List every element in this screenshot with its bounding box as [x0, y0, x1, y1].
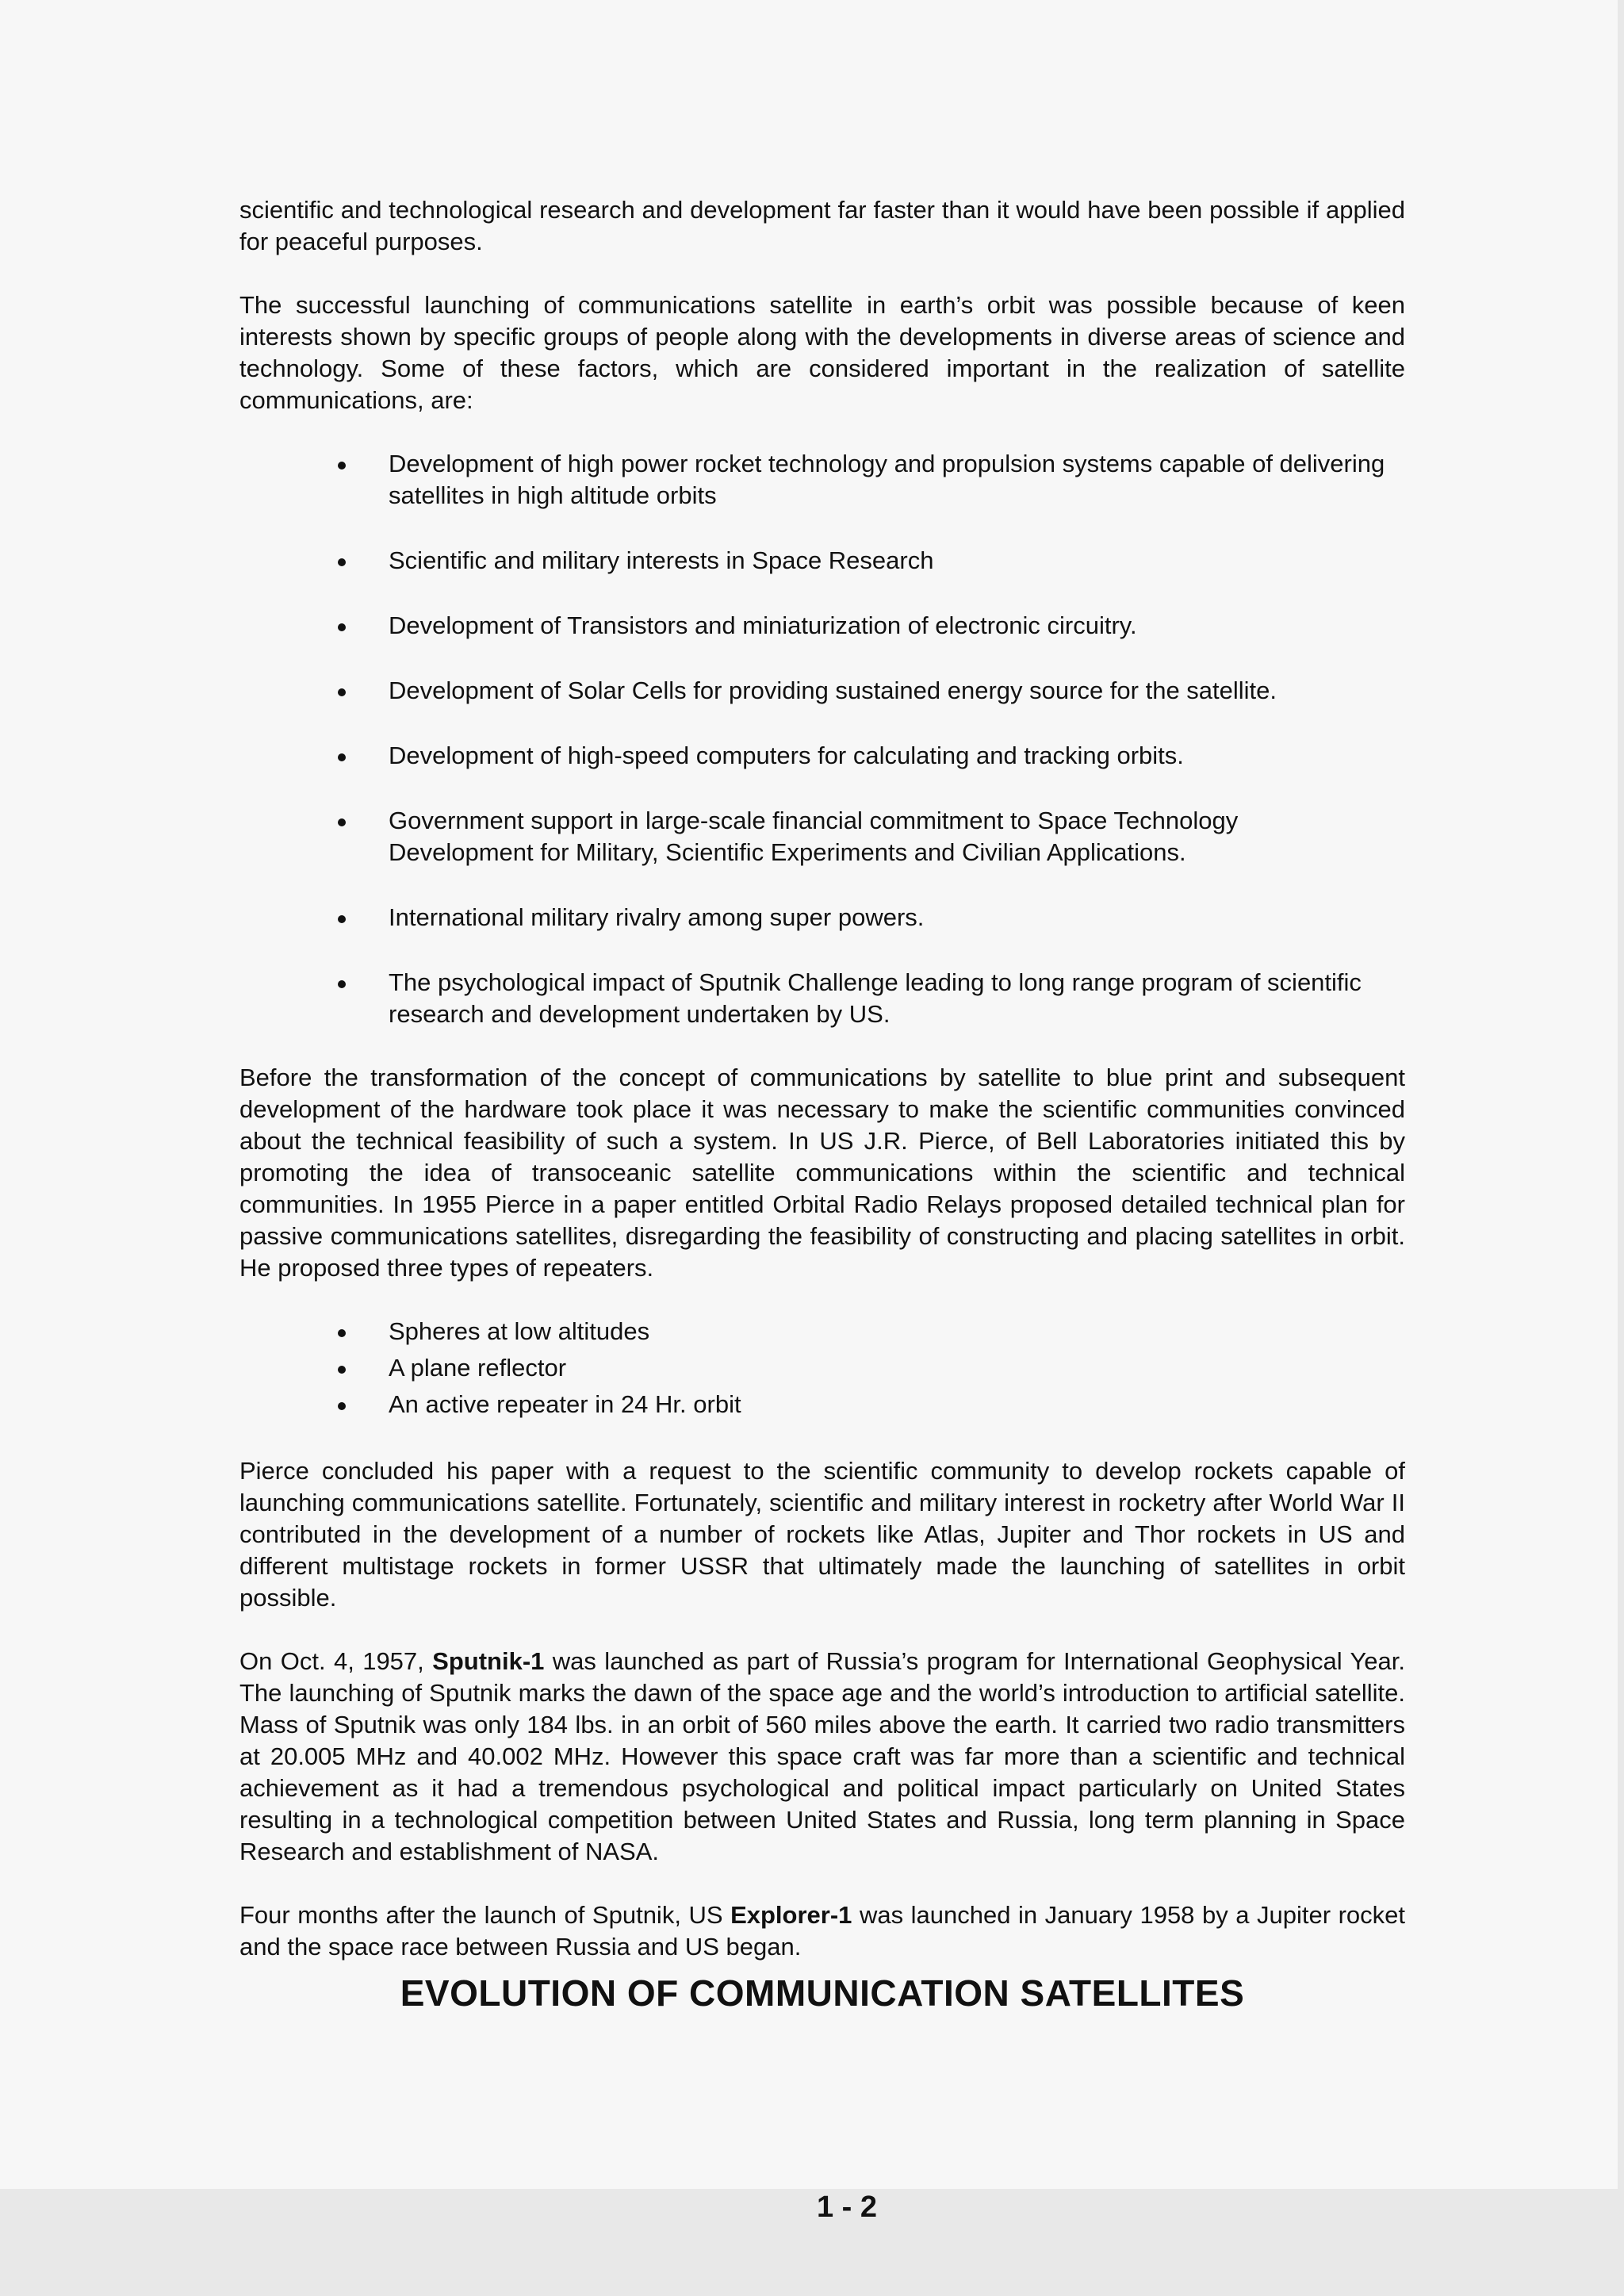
- bullet-icon: [338, 915, 346, 923]
- list-item-text: An active repeater in 24 Hr. orbit: [389, 1390, 741, 1418]
- paragraph-successful-launching: The successful launching of communications satellite in earth’s orbit was possible because of keen interests shown by specific groups of people along with the developments in diverse areas of science and technology. Some of these factors, which are considered important in the realization of satellite communications, are:: [239, 291, 1405, 414]
- bullet-icon: [338, 1329, 346, 1337]
- explorer-text-pre: Four months after the launch of Sputnik, US: [239, 1901, 731, 1929]
- list-item: [239, 740, 1405, 772]
- list-item: [239, 675, 1405, 707]
- page-content: [239, 194, 1405, 2015]
- bullet-icon: [338, 688, 346, 696]
- list-item: [239, 1389, 1405, 1420]
- bullet-icon: [338, 980, 346, 988]
- section-heading: EVOLUTION OF COMMUNICATION SATELLITES: [400, 1972, 1245, 2014]
- list-item-text: A plane reflector: [389, 1354, 567, 1382]
- list-item: [239, 448, 1405, 512]
- list-item-text: Development of high-speed computers for calculating and tracking orbits.: [389, 742, 1184, 769]
- list-item-text: Development of high power rocket technology and propulsion systems capable of delivering satellites in high altitude orbits: [389, 450, 1385, 509]
- sputnik-text-post: was launched as part of Russia’s program for International Geophysical Year. The launching of Sputnik marks the dawn of the space age and the world’s introduction to artificial satellite. Mass of Sputnik was only 184 lbs. in an orbit of 560 miles above the earth. It carried two radio transmitters at 20.005 MHz and 40.002 MHz. However this space craft was far more than a scientific and technical achievement as it had a tremendous psychological and political impact particularly on United States resulting in a technological competition between United States and Russia, long term planning in Space Research and establishment of NASA.: [239, 1647, 1405, 1865]
- list-item: [239, 1352, 1405, 1384]
- paragraph-sputnik: [239, 1646, 1405, 1868]
- bullet-icon: [338, 558, 346, 566]
- list-item: [239, 902, 1405, 933]
- list-item: [239, 967, 1405, 1030]
- paragraph-explorer: [239, 1899, 1405, 1963]
- paragraph-pierce-feasibility: Before the transformation of the concept of communications by satellite to blue print and subsequent development of the hardware took place it was necessary to make the scientific communities convinced about the technical feasibility of such a system. In US J.R. Pierce, of Bell Laboratories initiated this by promoting the idea of transoceanic satellite communications within the scientific and technical communities. In 1955 Pierce in a paper entitled Orbital Radio Relays proposed detailed technical plan for passive communications satellites, disregarding the feasibility of constructing and placing satellites in orbit. He proposed three types of repeaters.: [239, 1064, 1405, 1282]
- sputnik-name: Sputnik-1: [432, 1647, 545, 1675]
- factors-list: [239, 448, 1405, 1030]
- bullet-icon: [338, 818, 346, 826]
- bullet-icon: [338, 462, 346, 470]
- sputnik-text-pre: On Oct. 4, 1957,: [239, 1647, 433, 1675]
- list-item-text: The psychological impact of Sputnik Challenge leading to long range program of scientific research and development undertaken by US.: [389, 968, 1362, 1028]
- list-item-text: International military rivalry among super powers.: [389, 903, 925, 931]
- bullet-icon: [338, 1366, 346, 1374]
- paragraph-intro-continuation: scientific and technological research and development far faster than it would have been possible if applied for peaceful purposes.: [239, 196, 1405, 255]
- list-item-text: Government support in large-scale financial commitment to Space Technology Development for Military, Scientific Experiments and Civilian Applications.: [389, 807, 1239, 866]
- explorer-text-post: was launched in January 1958 by a Jupiter rocket and the space race between Russia and US began.: [239, 1901, 1405, 1961]
- list-item-text: Spheres at low altitudes: [389, 1317, 650, 1345]
- repeaters-list: [239, 1316, 1405, 1420]
- bullet-icon: [338, 1402, 346, 1410]
- page-number: 1 - 2: [816, 2191, 878, 2224]
- bullet-icon: [338, 623, 346, 631]
- list-item: [239, 545, 1405, 577]
- paragraph-pierce-conclusion: Pierce concluded his paper with a request to the scientific community to develop rockets capable of launching communications satellite. Fortunately, scientific and military interest in rocketry after World War II contributed in the development of a number of rockets like Atlas, Jupiter and Thor rockets in US and different multistage rockets in former USSR that ultimately made the launching of satellites in orbit possible.: [239, 1457, 1405, 1612]
- list-item: [239, 610, 1405, 642]
- list-item: [239, 1316, 1405, 1347]
- list-item-text: Scientific and military interests in Space Research: [389, 546, 934, 574]
- list-item: [239, 805, 1405, 868]
- list-item-text: Development of Transistors and miniaturization of electronic circuitry.: [389, 611, 1137, 639]
- bullet-icon: [338, 753, 346, 761]
- list-item-text: Development of Solar Cells for providing sustained energy source for the satellite.: [389, 677, 1277, 704]
- explorer-name: Explorer-1: [730, 1901, 852, 1929]
